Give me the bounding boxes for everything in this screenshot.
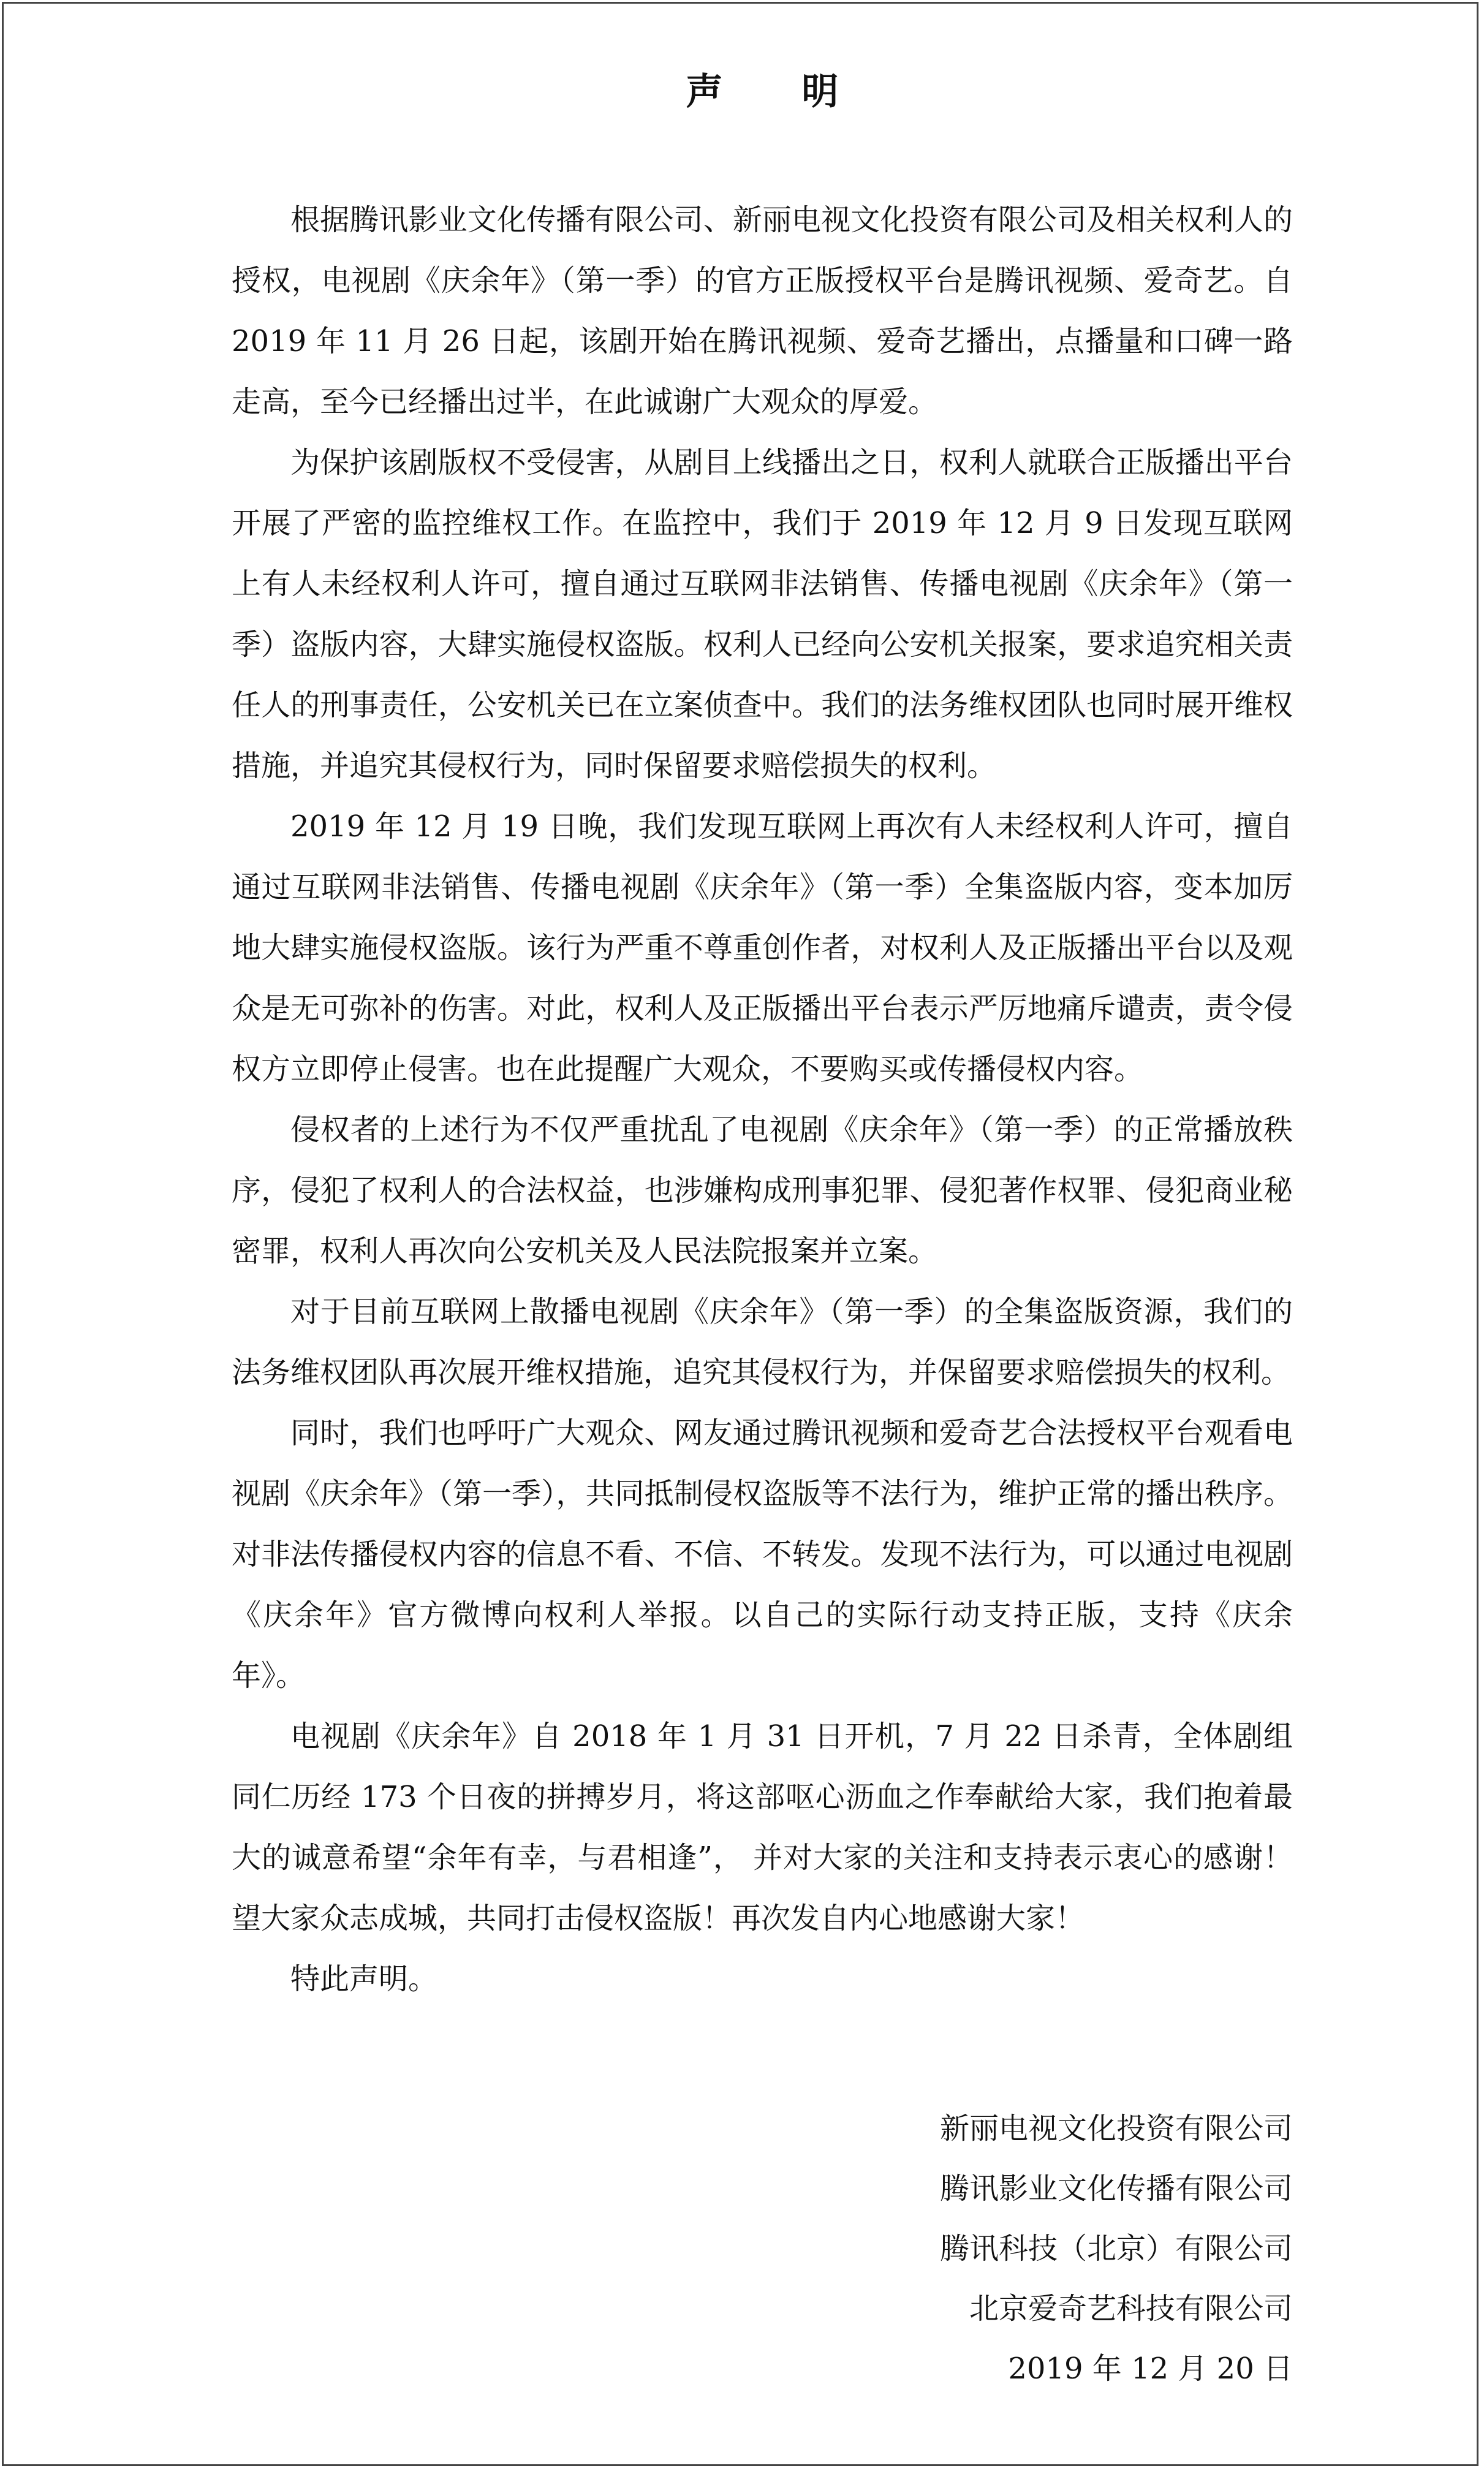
page-title: 声 明 <box>686 70 872 113</box>
statement-date: 2019 年 12 月 20 日 <box>1008 2352 1293 2386</box>
signatory-iqiyi: 北京爱奇艺科技有限公司 <box>969 2291 1293 2326</box>
paragraph-legal-action: 对于目前互联网上散播电视剧《庆余年》（第一季）的全集盗版资源，我们的法务维权团队再次展开维权措施，追究其侵权行为，并保留要求赔偿损失的权利。 <box>232 1295 1293 1390</box>
signatory-tencent-pictures: 腾讯影业文化传播有限公司 <box>939 2171 1293 2206</box>
signatory-xinli: 新丽电视文化投资有限公司 <box>939 2111 1293 2146</box>
signatory-tencent-tech: 腾讯科技（北京）有限公司 <box>939 2231 1293 2266</box>
paragraph-second-infringement: 2019 年 12 月 19 日晚，我们发现互联网上再次有人未经权利人许可，擅自通过互联网非法销售、传播电视剧《庆余年》（第一季）全集盗版内容，变本加厉地大肆实施侵权盗版。该行为严重不尊重创作者，对权利人及正版播出平台以及观众是无可弥补的伤害。对此，权利人及正版播出平台表示严厉地痛斥谴责，责令侵权方立即停止侵害。也在此提醒广大观众，不要购买或传播侵权内容。 <box>232 809 1293 1086</box>
paragraph-closing: 特此声明。 <box>290 1962 438 1996</box>
statement-document <box>232 52 1293 2386</box>
paragraph-authorization: 根据腾讯影业文化传播有限公司、新丽电视文化投资有限公司及相关权利人的授权，电视剧《庆余年》（第一季）的官方正版授权平台是腾讯视频、爱奇艺。自 2019 年 11 月 26 日起，该剧开始在腾讯视频、爱奇艺播出，点播量和口碑一路走高，至今已经播出过半，在此诚谢广大观众的厚爱。 <box>232 203 1293 419</box>
signature-block <box>940 2098 1293 2399</box>
paragraph-appeal: 同时，我们也呼吁广大观众、网友通过腾讯视频和爱奇艺合法授权平台观看电视剧《庆余年》（第一季），共同抵制侵权盗版等不法行为，维护正常的播出秩序。对非法传播侵权内容的信息不看、不信、不转发。发现不法行为，可以通过电视剧《庆余年》官方微博向权利人举报。以自己的实际行动支持正版，支持《庆余年》。 <box>232 1416 1293 1693</box>
paragraph-thanks: 电视剧《庆余年》自 2018 年 1 月 31 日开机，7 月 22 日杀青，全体剧组同仁历经 173 个日夜的拼搏岁月，将这部呕心沥血之作奉献给大家，我们抱着最大的诚意希望“余年有幸，与君相逢”， 并对大家的关注和支持表示衷心的感谢！望大家众志成城，共同打击侵权盗版！再次发自内心地感谢大家！ <box>232 1719 1293 1936</box>
paragraph-monitoring: 为保护该剧版权不受侵害，从剧目上线播出之日，权利人就联合正版播出平台开展了严密的监控维权工作。在监控中，我们于 2019 年 12 月 9 日发现互联网上有人未经权利人许可，擅自通过互联网非法销售、传播电视剧《庆余年》（第一季）盗版内容，大肆实施侵权盗版。权利人已经向公安机关报案，要求追究相关责任人的刑事责任，公安机关已在立案侦查中。我们的法务维权团队也同时展开维权措施，并追究其侵权行为，同时保留要求赔偿损失的权利。 <box>232 445 1293 783</box>
paragraph-legal-consequences: 侵权者的上述行为不仅严重扰乱了电视剧《庆余年》（第一季）的正常播放秩序，侵犯了权利人的合法权益，也涉嫌构成刑事犯罪、侵犯著作权罪、侵犯商业秘密罪，权利人再次向公安机关及人民法院报案并立案。 <box>232 1113 1293 1268</box>
